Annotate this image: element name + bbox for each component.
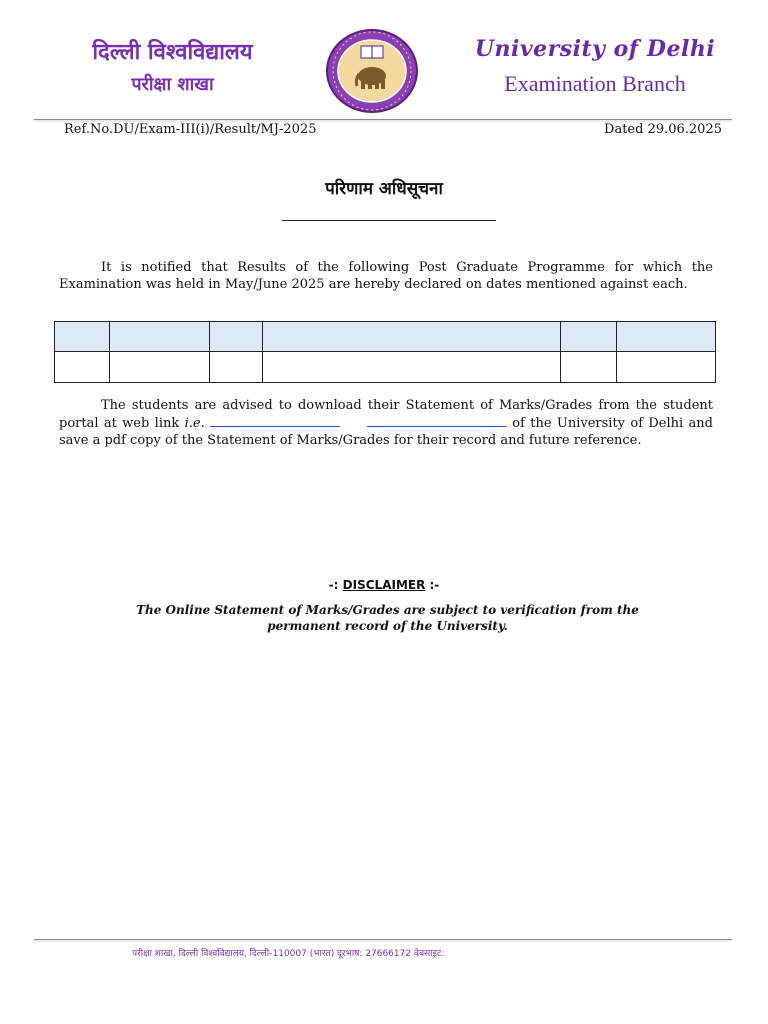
header-cell [262,322,560,352]
notice-title: परिणाम अधिसूचना [325,179,443,199]
disclaimer-heading: -: DISCLAIMER :- [328,578,440,592]
footer-divider [34,939,732,940]
header-cell [561,322,616,352]
results-table [54,321,716,383]
header-cell [110,322,209,352]
university-seal-icon [325,28,419,114]
notice-date: Dated 29.06.2025 [604,122,722,137]
table-cell [616,352,715,383]
header-cell [55,322,110,352]
disclaimer-text: The Online Statement of Marks/Grades are subject to verification from the permanent record of the University. [136,603,639,633]
hindi-branch-subtitle: परीक्षा शाखा [131,74,214,95]
download-instructions-paragraph: The students are advised to download their Statement of Marks/Grades from the student portal at web link i.e. of the University of Delhi and save a pdf copy of the Statement of Marks/Grades for their record and future reference. [59,398,713,448]
title-underline [282,220,496,221]
ie-text: i.e. [184,416,205,431]
results-table-header-row [55,322,716,352]
reference-number: Ref.No.DU/Exam-III(i)/Result/MJ-2025 [64,122,317,137]
table-cell [55,352,110,383]
table-cell [209,352,262,383]
table-cell [262,352,560,383]
header-cell [616,322,715,352]
intro-paragraph: It is notified that Results of the following Post Graduate Programme for which the Examination was held in May/June 2025 are hereby declared on dates mentioned against each. [59,260,713,292]
table-cell [110,352,209,383]
web-link-blank[interactable] [210,414,340,427]
table-row [55,352,716,383]
web-link-blank-2[interactable] [367,414,507,427]
english-university-title: University of Delhi [474,36,716,62]
english-branch-subtitle: Examination Branch [504,71,686,96]
hindi-university-title: दिल्ली विश्वविद्यालय [92,40,253,65]
table-cell [561,352,616,383]
header-divider [34,119,732,120]
header-cell [209,322,262,352]
footer-address: परीक्षा शाखा, दिल्ली विश्वविद्यालय, दिल्ली-110007 (भारत) दूरभाष: 27666172 वेबसाइट: [132,949,445,959]
